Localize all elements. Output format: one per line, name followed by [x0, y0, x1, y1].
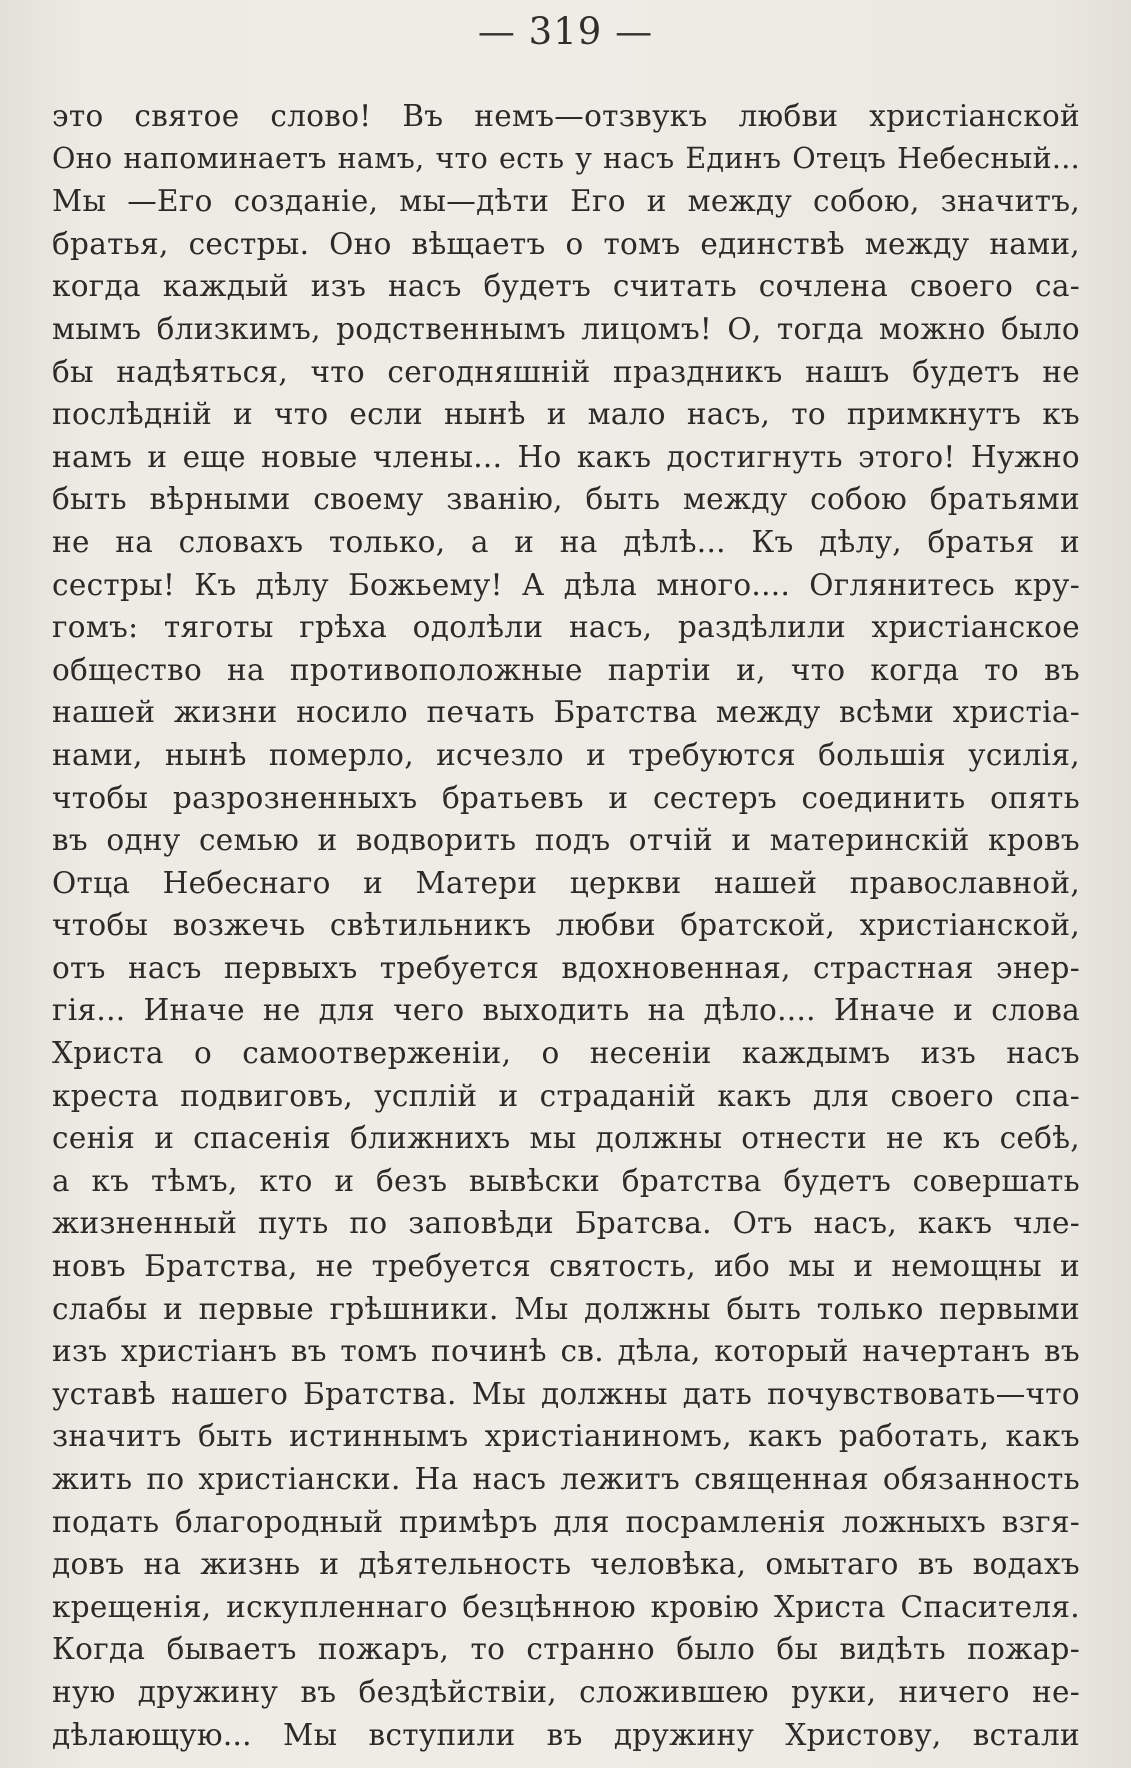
text-line: нашей жизни носило печать Братства между всѣми христіа- — [52, 695, 1080, 730]
text-line: сенія и спасенія ближнихъ мы должны отнести не къ себѣ, — [52, 1121, 1080, 1156]
text-line: крещенія, искупленнаго безцѣнною кровію Христа Спасителя. — [52, 1589, 1080, 1624]
text-line: бы надѣяться, что сегодняшній праздникъ нашъ будетъ не — [52, 354, 1080, 389]
text-line: общество на противоположные партіи и, что когда то въ — [52, 652, 1080, 687]
text-line: не на словахъ только, а и на дѣлѣ... Къ дѣлу, братья и — [52, 524, 1080, 559]
text-line: въ одну семью и водворить подъ отчій и материнскій кровъ — [52, 823, 1080, 858]
text-line: послѣдній и что если нынѣ и мало насъ, то примкнутъ къ — [52, 397, 1080, 432]
text-line: значитъ быть истиннымъ христіаниномъ, какъ работать, какъ — [52, 1419, 1080, 1454]
text-line: быть вѣрными своему званію, быть между собою братьями — [52, 482, 1080, 517]
text-line: чтобы разрозненныхъ братьевъ и сестеръ соединить опять — [52, 780, 1080, 815]
text-line: дѣлающую... Мы вступили въ дружину Христову, встали — [52, 1717, 1080, 1752]
text-line: а къ тѣмъ, кто и безъ вывѣски братства будетъ совершать — [52, 1163, 1080, 1198]
text-line: новъ Братства, не требуется святость, ибо мы и немощны и — [52, 1249, 1080, 1284]
text-line: мымъ близкимъ, родственнымъ лицомъ! О, тогда можно было — [52, 311, 1080, 346]
text-line: креста подвиговъ, усплій и страданій какъ для своего спа- — [52, 1078, 1080, 1113]
text-line: уставѣ нашего Братства. Мы должны дать почувствовать—что — [52, 1376, 1080, 1411]
text-line: отъ насъ первыхъ требуется вдохновенная, страстная энер- — [52, 950, 1080, 985]
text-line: изъ христіанъ въ томъ починѣ св. дѣла, который начертанъ въ — [52, 1334, 1080, 1369]
text-line: когда каждый изъ насъ будетъ считать сочлена своего са- — [52, 269, 1080, 304]
text-line: братья, сестры. Оно вѣщаетъ о томъ единствѣ между нами, — [52, 226, 1080, 261]
text-line: это святое слово! Въ немъ—отзвукъ любви христіанской — [52, 99, 1080, 133]
text-line: Христа о самоотверженіи, о несеніи каждымъ изъ насъ — [52, 1036, 1080, 1071]
text-line: чтобы возжечь свѣтильникъ любви братской, христіанской, — [52, 908, 1080, 943]
text-line: Оно напоминаетъ намъ, что есть у насъ Единъ Отецъ Небесный... — [52, 141, 1080, 175]
text-line: слабы и первые грѣшники. Мы должны быть только первыми — [52, 1291, 1080, 1326]
text-line: Отца Небеснаго и Матери церкви нашей православной, — [52, 865, 1080, 900]
text-line: Когда бываетъ пожаръ, то странно было бы видѣть пожар- — [52, 1632, 1080, 1667]
text-line: Мы —Его созданіе, мы—дѣти Его и между собою, значитъ, — [52, 184, 1080, 219]
text-line: ную дружину въ бездѣйствіи, сложившею руки, ничего не- — [52, 1674, 1080, 1709]
text-line: нами, нынѣ померло, исчезло и требуются большія усилія, — [52, 737, 1080, 772]
text-line: подать благородный примѣръ для посрамленія ложныхъ взгя- — [52, 1504, 1080, 1539]
text-line: гія... Иначе не для чего выходить на дѣло.... Иначе и слова — [52, 993, 1080, 1028]
text-line: намъ и еще новые члены... Но какъ достигнуть этого! Нужно — [52, 439, 1080, 474]
page-number: — 319 — — [477, 10, 654, 53]
text-line: гомъ: тяготы грѣха одолѣли насъ, раздѣлили христіанское — [52, 610, 1080, 645]
text-line: сестры! Къ дѣлу Божьему! А дѣла много.... Оглянитесь кру- — [52, 567, 1080, 602]
body-text — [52, 95, 1080, 1756]
text-line: довъ на жизнь и дѣятельность человѣка, омытаго въ водахъ — [52, 1547, 1080, 1582]
text-line: жизненный путь по заповѣди Братсва. Отъ насъ, какъ чле- — [52, 1206, 1080, 1241]
text-line: жить по христіански. На насъ лежитъ священная обязанность — [52, 1462, 1080, 1496]
